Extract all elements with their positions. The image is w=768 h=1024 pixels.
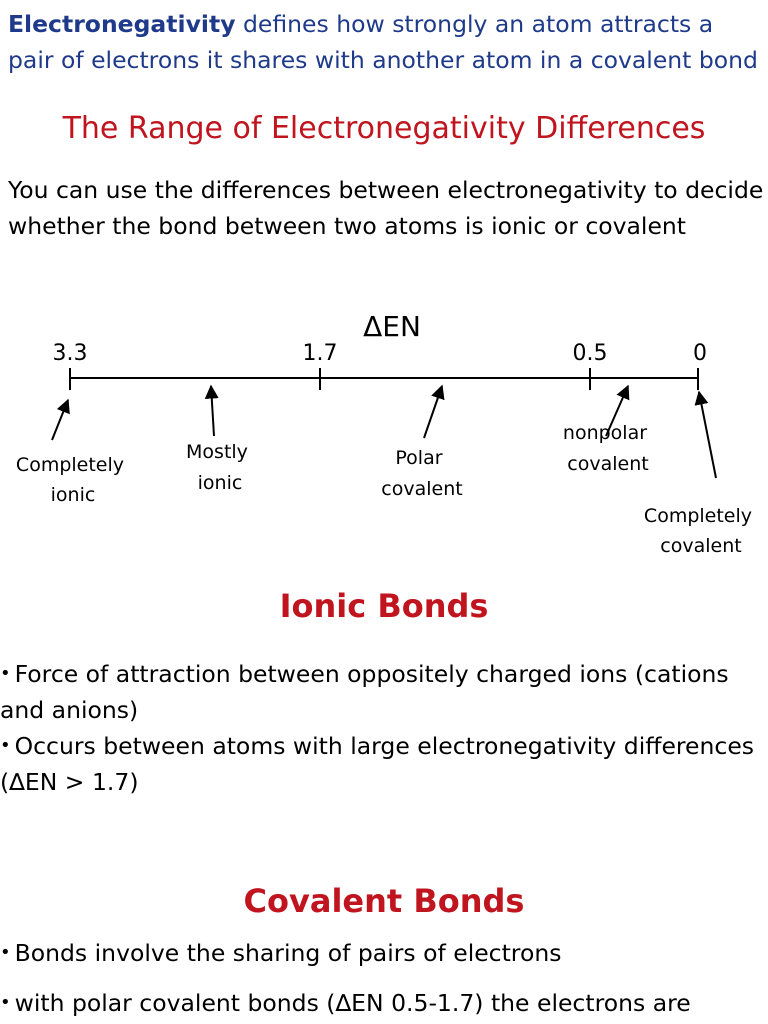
range-paragraph: You can use the differences between electronegativity to decide whether the bond between two atoms is ionic or covalent — [8, 176, 764, 240]
label-polar-covalent: Polar covalent — [381, 447, 463, 500]
bullet-dot: • — [0, 992, 11, 1013]
covalent-bonds-title: Covalent Bonds — [243, 882, 525, 920]
tick-label-3-3: 3.3 — [52, 341, 88, 366]
label-completely-covalent: Completely covalent — [643, 505, 753, 557]
ionic-bonds-title: Ionic Bonds — [279, 587, 489, 625]
arrow-completely-ionic — [52, 400, 68, 440]
label-nonpolar-covalent: nonpolar covalent — [562, 422, 649, 475]
ionic-bullet-list — [0, 656, 764, 800]
bullet-dot: • — [0, 735, 11, 756]
tick-label-1-7: 1.7 — [302, 341, 338, 366]
ionic-bullet-2 — [0, 728, 764, 800]
bullet-text: Force of attraction between oppositely charged ions (cations and anions) — [0, 660, 729, 724]
covalent-bullet-1 — [0, 935, 764, 971]
arrow-completely-covalent — [699, 392, 716, 478]
tick-label-0-5: 0.5 — [572, 341, 608, 366]
tick-label-0: 0 — [693, 341, 707, 366]
ionic-bullet-1 — [0, 656, 764, 728]
covalent-bullet-2 — [0, 985, 764, 1021]
arrow-polar-covalent — [424, 386, 442, 438]
bullet-text: Bonds involve the sharing of pairs of electrons — [14, 939, 562, 967]
intro-term: Electronegativity — [8, 10, 236, 38]
intro-definition — [8, 6, 764, 78]
intro-definition-text: defines how strongly an atom attracts a pair of electrons it shares with another atom in a covalent bond — [8, 10, 758, 74]
arrow-mostly-ionic — [211, 386, 214, 436]
bullet-text: with polar covalent bonds (∆EN 0.5-1.7) the electrons are — [14, 989, 691, 1017]
axis-title: ΔEN — [363, 310, 421, 343]
range-title: The Range of Electronegativity Differences — [62, 111, 706, 146]
label-completely-ionic: Completely ionic — [15, 454, 125, 506]
label-mostly-ionic: Mostly ionic — [186, 441, 248, 494]
en-difference-scale — [0, 300, 768, 570]
bullet-text: Occurs between atoms with large electronegativity differences (∆EN > 1.7) — [0, 732, 755, 796]
covalent-bullet-list — [0, 935, 764, 1021]
bullet-dot: • — [0, 663, 11, 684]
bullet-dot: • — [0, 942, 11, 963]
